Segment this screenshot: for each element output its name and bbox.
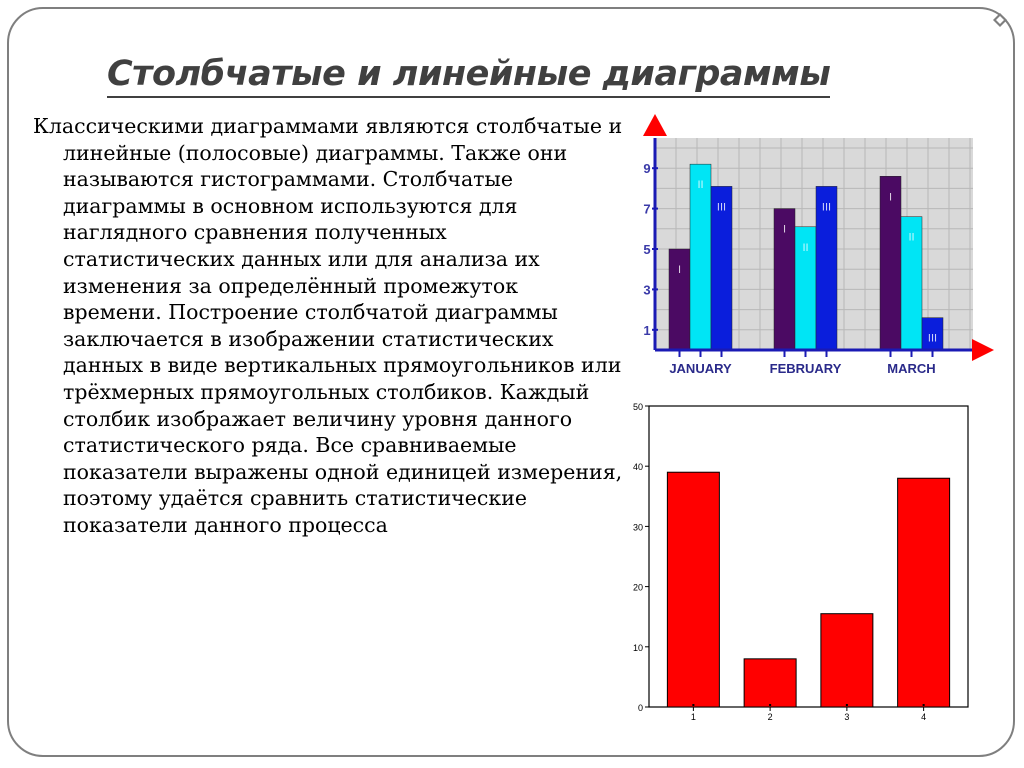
- chart2-ytick-label: 40: [632, 462, 643, 473]
- red-bar-chart: [610, 398, 975, 723]
- chart1-ytick-label: 1: [643, 322, 651, 338]
- chart2-bar-marker: [692, 704, 694, 706]
- chart1-bar-label: III: [716, 201, 727, 214]
- chart1-category-label: JANUARY: [669, 361, 732, 376]
- chart1-category-label: MARCH: [887, 361, 936, 376]
- chart1-bar-label: II: [697, 179, 704, 192]
- chart2-ytick-label: 50: [632, 402, 643, 412]
- chart1-bar-label: I: [888, 191, 893, 204]
- chart1-bar: [690, 164, 711, 350]
- chart2-bar: [667, 472, 719, 707]
- chart2-xtick-label: 2: [767, 712, 773, 722]
- chart2-ytick-label: 10: [632, 642, 643, 653]
- body-text: Классическими диаграммами являются столбчатые и линейные (полосовые) диаграммы. Также они называются гистограммами. Столбчатые диаграммы в основном используются для наглядного сравнения полученных статистических данных или для анализа их изменения за определённый промежуток времени. Построение столбчатой диаграммы заключается в изображении статистических данных в виде вертикальных прямоугольников или трёхмерных прямоугольных столбиков. Каждый столбик изображает величину уровня данного статистического ряда. Все сравниваемые показатели выражены одной единицей измерения, поэтому удаётся сравнить статистические показатели данного процесса: [33, 114, 623, 537]
- chart1-bar-label: II: [908, 231, 915, 244]
- chart1-category-label: FEBRUARY: [769, 361, 842, 376]
- chart1-bar-label: III: [927, 332, 938, 345]
- chart2-bar: [821, 614, 873, 707]
- chart2-ytick-label: 0: [637, 703, 643, 713]
- chart2-bar-marker: [923, 704, 925, 706]
- chart2-bar: [744, 659, 796, 707]
- chart2-bar: [898, 478, 950, 707]
- grouped-bar-chart: [633, 110, 996, 383]
- body-paragraph: [33, 113, 623, 539]
- chart2-xtick-label: 3: [844, 712, 850, 722]
- slide-title: Столбчатые и линейные диаграммы: [107, 52, 830, 98]
- chart2-bar-marker: [846, 704, 848, 706]
- chart1-bar-label: I: [677, 264, 682, 276]
- chart2-ytick-label: 20: [632, 582, 643, 593]
- chart1-ytick-label: 7: [643, 201, 651, 217]
- chart1-bar-label: II: [802, 241, 809, 254]
- chart2-bar-marker: [769, 704, 771, 706]
- chart2-ytick-label: 30: [632, 522, 643, 533]
- chart1-ytick-label: 3: [643, 282, 651, 298]
- chart1-ytick-label: 5: [643, 242, 651, 257]
- chart1-ytick-label: 9: [643, 161, 651, 177]
- chart2-xtick-label: 1: [690, 712, 696, 722]
- chart2-xtick-label: 4: [921, 712, 927, 722]
- chart1-bar-label: I: [782, 223, 787, 236]
- corner-diamond-icon: [993, 13, 1007, 27]
- chart1-bar-label: III: [821, 201, 832, 214]
